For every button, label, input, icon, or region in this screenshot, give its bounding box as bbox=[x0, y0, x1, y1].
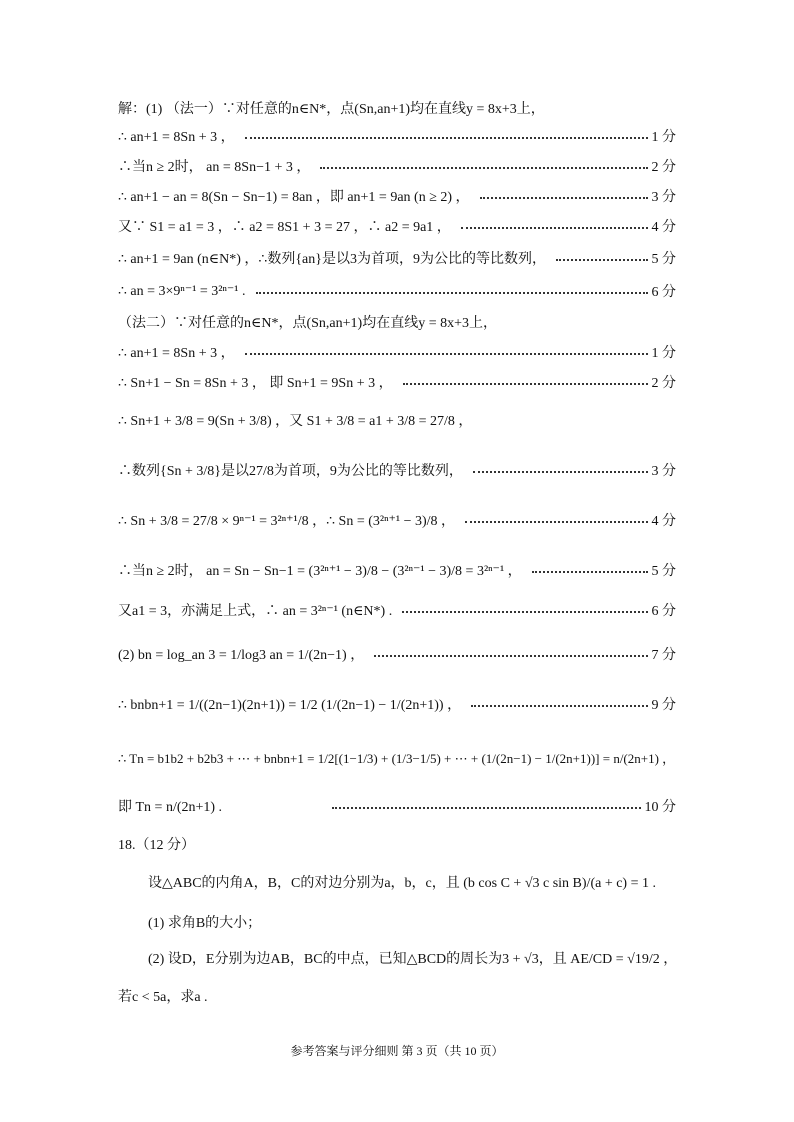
leader-dots bbox=[473, 471, 648, 473]
step-text: ∴ bnbn+1 = 1/((2n−1)(2n+1)) = 1/2 (1/(2n−1) − 1/(2n+1)) ， bbox=[118, 698, 462, 713]
step-text: 即 Tn = n/(2n+1) . bbox=[118, 800, 223, 815]
leader-dots bbox=[403, 383, 648, 385]
problem-header bbox=[118, 834, 195, 854]
step-text: ∴ Sn + 3/8 = 27/8 × 9ⁿ⁻¹ = 3²ⁿ⁺¹/8 ，∴ Sn = (3²ⁿ⁺¹ − 3)/8 ， bbox=[118, 514, 456, 529]
leader-dots bbox=[374, 655, 647, 657]
method2-intro bbox=[118, 312, 497, 332]
solution-step bbox=[118, 156, 676, 176]
leader-dots bbox=[465, 521, 647, 523]
step-text: (2) bn = log_an 3 = 1/log3 an = 1/(2n−1) ， bbox=[118, 648, 365, 663]
question-2 bbox=[148, 948, 677, 968]
step-text: ∴当n ≥ 2时， an = Sn − Sn−1 = (3²ⁿ⁺¹ − 3)/8 − (3²ⁿ⁻¹ − 3)/8 = 3²ⁿ⁻¹ ， bbox=[118, 564, 522, 579]
step-text: ∴ an+1 = 8Sn + 3 ， bbox=[118, 130, 235, 145]
step-text: 又∵ S1 = a1 = 3 ，∴ a2 = 8S1 + 3 = 27 ，∴ a2 = 9a1 ， bbox=[118, 220, 451, 235]
solution-step bbox=[118, 126, 676, 146]
score-mark: 3 分 bbox=[651, 190, 676, 205]
step-text: ∴ an+1 = 8Sn + 3 ， bbox=[118, 346, 235, 361]
leader-dots bbox=[332, 807, 640, 809]
step-text: ∴数列{Sn + 3/8}是以27/8为首项，9为公比的等比数列， bbox=[118, 464, 463, 479]
question-1-text: (1) 求角B的大小； bbox=[148, 916, 262, 931]
score-mark: 1 分 bbox=[651, 346, 676, 361]
score-mark: 3 分 bbox=[651, 464, 676, 479]
solution-step bbox=[118, 281, 676, 301]
score-mark: 10 分 bbox=[644, 800, 676, 815]
leader-dots bbox=[245, 353, 648, 355]
step-text: ∴ Sn+1 + 3/8 = 9(Sn + 3/8) ，又 S1 + 3/8 = a1 + 3/8 = 27/8 ， bbox=[118, 414, 473, 429]
score-mark: 1 分 bbox=[651, 130, 676, 145]
step-text: ∴ an = 3×9ⁿ⁻¹ = 3²ⁿ⁻¹ . bbox=[118, 283, 246, 299]
solution-step bbox=[118, 796, 676, 816]
solution-step bbox=[118, 410, 472, 430]
solution-step bbox=[118, 460, 676, 480]
solution-step bbox=[118, 216, 676, 236]
step-text: ∴ an+1 = 9an (n∈N*) ，∴数列{an}是以3为首项，9为公比的等比数列， bbox=[118, 252, 546, 267]
score-mark: 7 分 bbox=[651, 648, 676, 663]
problem-statement bbox=[148, 872, 656, 892]
solution-step bbox=[118, 186, 676, 206]
question-2-cont-text: 若c < 5a，求a . bbox=[118, 990, 208, 1005]
problem-number: 18.（12 分） bbox=[118, 838, 195, 853]
step-text: 又a1 = 3，亦满足上式，∴ an = 3²ⁿ⁻¹ (n∈N*) . bbox=[118, 604, 393, 619]
solution-intro bbox=[118, 98, 545, 118]
score-mark: 4 分 bbox=[651, 220, 676, 235]
score-mark: 6 分 bbox=[651, 604, 676, 619]
solution-step bbox=[118, 510, 676, 530]
page-footer bbox=[0, 1042, 794, 1059]
score-mark: 9 分 bbox=[651, 698, 676, 713]
page-footer-text: 参考答案与评分细则 第 3 页（共 10 页） bbox=[290, 1044, 504, 1058]
leader-dots bbox=[256, 292, 648, 294]
leader-dots bbox=[461, 227, 648, 229]
leader-dots bbox=[471, 705, 647, 707]
score-mark: 2 分 bbox=[651, 376, 676, 391]
solution-step bbox=[118, 372, 676, 392]
method2-intro-text: （法二）∵对任意的n∈N*，点(Sn,an+1)均在直线y = 8x+3上， bbox=[118, 316, 497, 331]
question-2-cont bbox=[118, 986, 208, 1006]
solution-step bbox=[118, 342, 676, 362]
score-mark: 5 分 bbox=[651, 252, 676, 267]
question-2-text: (2) 设D，E分别为边AB，BC的中点，已知△BCD的周长为3 + √3，且 AE/CD = √19/2 ， bbox=[148, 952, 678, 967]
score-mark: 2 分 bbox=[651, 160, 676, 175]
step-text: ∴当n ≥ 2时， an = 8Sn−1 + 3 ， bbox=[118, 160, 311, 175]
leader-dots bbox=[320, 167, 647, 169]
solution-step bbox=[118, 644, 676, 664]
solution-step bbox=[118, 560, 676, 580]
score-mark: 5 分 bbox=[651, 564, 676, 579]
leader-dots bbox=[556, 259, 648, 261]
step-text: ∴ Sn+1 − Sn = 8Sn + 3 ， 即 Sn+1 = 9Sn + 3 ， bbox=[118, 376, 393, 391]
score-mark: 6 分 bbox=[651, 285, 676, 300]
solution-step bbox=[118, 748, 675, 767]
leader-dots bbox=[402, 611, 647, 613]
step-text: ∴ Tn = b1b2 + b2b3 + ⋯ + bnbn+1 = 1/2[(1−1/3) + (1/3−1/5) + ⋯ + (1/(2n−1) − 1/(2n+1))] = n/(2n+1) ， bbox=[118, 751, 676, 766]
step-text: ∴ an+1 − an = 8(Sn − Sn−1) = 8an ，即 an+1 = 9an (n ≥ 2) ， bbox=[118, 190, 470, 205]
leader-dots bbox=[532, 571, 648, 573]
problem-statement-text: 设△ABC的内角A，B，C的对边分别为a，b，c，且 (b cos C + √3 c sin B)/(a + c) = 1 . bbox=[148, 876, 656, 891]
leader-dots bbox=[245, 137, 648, 139]
solution-intro-text: 解：(1) （法一）∵对任意的n∈N*，点(Sn,an+1)均在直线y = 8x+3上， bbox=[118, 102, 545, 117]
solution-step bbox=[118, 248, 676, 268]
score-mark: 4 分 bbox=[651, 514, 676, 529]
solution-step bbox=[118, 600, 676, 620]
leader-dots bbox=[480, 197, 648, 199]
solution-step bbox=[118, 694, 676, 714]
question-1 bbox=[148, 912, 261, 932]
